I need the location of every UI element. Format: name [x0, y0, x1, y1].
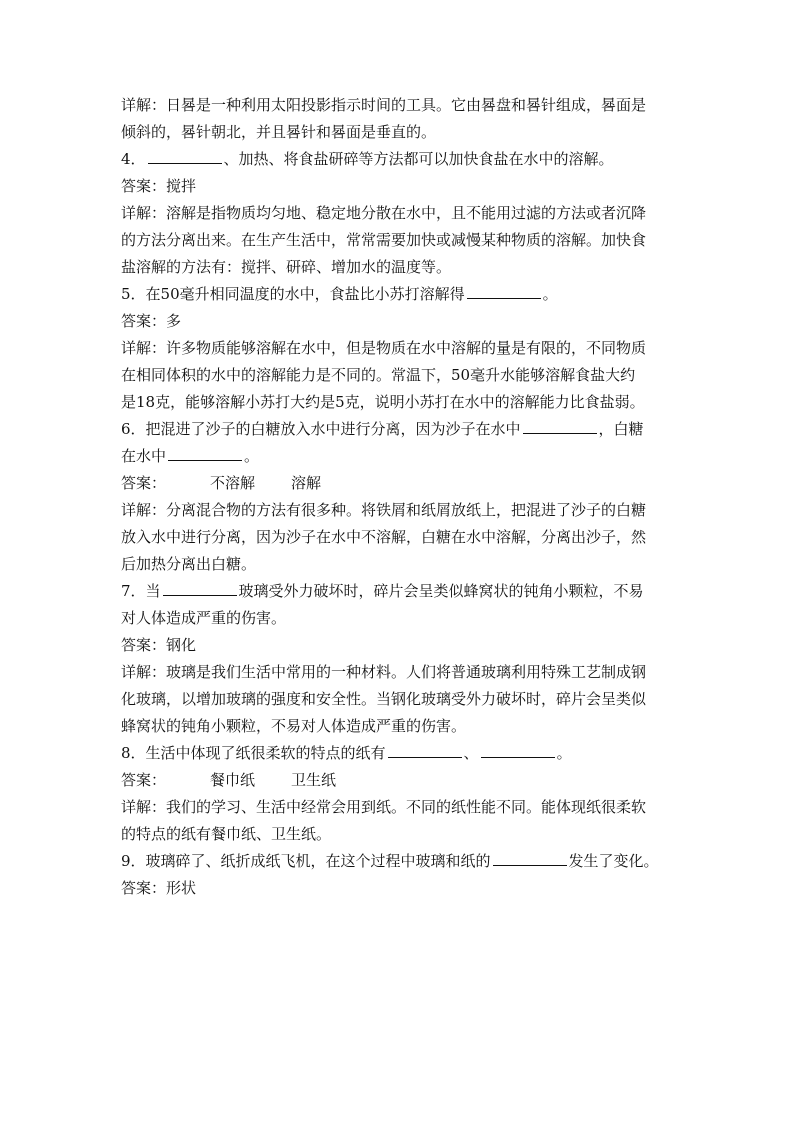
explanation-line: 倾斜的，晷针朝北，并且晷针和晷面是垂直的。	[121, 123, 437, 141]
answer-blank	[523, 419, 597, 434]
explanation-line: 化玻璃，以增加玻璃的强度和安全性。当钢化玻璃受外力破坏时，碎片会呈类似	[121, 690, 647, 708]
answer-label: 答案：	[121, 879, 167, 897]
answer-blank	[148, 149, 222, 164]
question-text: 5．在50毫升相同温度的水中，食盐比小苏打溶解得	[121, 285, 465, 303]
question-text: 6．把混进了沙子的白糖放入水中进行分离，因为沙子在水中	[121, 420, 521, 438]
explanation-line: 详解：玻璃是我们生活中常用的一种材料。人们将普通玻璃利用特殊工艺制成钢	[121, 663, 647, 681]
answer-line	[121, 173, 673, 200]
answer-line	[121, 875, 673, 902]
explanation-line: 详解：我们的学习、生活中经常会用到纸。不同的纸性能不同。能体现纸很柔软	[121, 798, 647, 816]
document-content	[121, 92, 673, 902]
question-text: 发生了变化。	[568, 852, 659, 870]
question-text: 。	[542, 285, 558, 303]
answer-blank	[481, 743, 555, 758]
question-9	[121, 848, 673, 875]
explanation-line: 详解：日晷是一种利用太阳投影指示时间的工具。它由晷盘和晷针组成，晷面是	[121, 96, 647, 114]
answer-label: 答案：	[121, 636, 167, 654]
answer-value: 形状	[166, 879, 197, 897]
explanation-line: 蜂窝状的钝角小颗粒，不易对人体造成严重的伤害。	[121, 717, 467, 735]
question-text: 、	[463, 744, 479, 762]
explanation-line: 放入水中进行分离，因为沙子在水中不溶解，白糖在水中溶解，分离出沙子，然	[121, 528, 647, 546]
question-text: 对人体造成严重的伤害。	[121, 609, 287, 627]
explanation-line: 详解：许多物质能够溶解在水中，但是物质在水中溶解的量是有限的，不同物质	[121, 339, 647, 357]
answer-value: 餐巾纸	[210, 771, 256, 789]
answer-value: 溶解	[291, 474, 322, 492]
question-text: 7．当	[121, 582, 161, 600]
question-6	[121, 416, 673, 443]
answer-blank	[467, 284, 541, 299]
answer-value: 多	[166, 312, 182, 330]
explanation-line: 的方法分离出来。在生产生活中，常常需要加快或减慢某种物质的溶解。加快食	[121, 231, 647, 249]
answer-blank	[493, 851, 567, 866]
answer-label: 答案：	[121, 771, 167, 789]
answer-label: 答案：	[121, 474, 167, 492]
answer-blank	[168, 446, 242, 461]
answer-blank	[388, 743, 462, 758]
question-text: 、加热、将食盐研碎等方法都可以加快食盐在水中的溶解。	[223, 150, 614, 168]
explanation-line: 详解：分离混合物的方法有很多种。将铁屑和纸屑放纸上，把混进了沙子的白糖	[121, 501, 647, 519]
question-8	[121, 740, 673, 767]
question-text: ，白糖	[598, 420, 644, 438]
answer-value: 钢化	[166, 636, 197, 654]
question-5	[121, 281, 673, 308]
answer-value: 搅拌	[166, 177, 197, 195]
question-text: 玻璃受外力破坏时，碎片会呈类似蜂窝状的钝角小颗粒，不易	[238, 582, 644, 600]
explanation-line: 后加热分离出白糖。	[121, 555, 257, 573]
answer-blank	[163, 581, 237, 596]
explanation-line: 盐溶解的方法有：搅拌、研碎、增加水的温度等。	[121, 258, 452, 276]
answer-line	[121, 308, 673, 335]
answer-line	[121, 767, 673, 794]
answer-value: 不溶解	[210, 474, 256, 492]
question-text: 4．	[121, 150, 146, 168]
answer-label: 答案：	[121, 177, 167, 195]
question-6-cont	[121, 443, 673, 470]
answer-label: 答案：	[121, 312, 167, 330]
question-text: 9．玻璃碎了、纸折成纸飞机，在这个过程中玻璃和纸的	[121, 852, 491, 870]
question-7	[121, 578, 673, 605]
answer-value: 卫生纸	[291, 771, 337, 789]
answer-line	[121, 632, 673, 659]
question-text: 。	[556, 744, 572, 762]
explanation-line: 的特点的纸有餐巾纸、卫生纸。	[121, 825, 332, 843]
question-text: 。	[244, 447, 260, 465]
question-text: 在水中	[121, 447, 167, 465]
answer-line	[121, 470, 673, 497]
question-text: 8．生活中体现了纸很柔软的特点的纸有	[121, 744, 386, 762]
explanation-line: 详解：溶解是指物质均匀地、稳定地分散在水中，且不能用过滤的方法或者沉降	[121, 204, 647, 222]
question-4	[121, 146, 673, 173]
explanation-line: 是18克，能够溶解小苏打大约是5克，说明小苏打在水中的溶解能力比食盐弱。	[121, 393, 645, 411]
explanation-line: 在相同体积的水中的溶解能力是不同的。常温下，50毫升水能够溶解食盐大约	[121, 366, 636, 384]
